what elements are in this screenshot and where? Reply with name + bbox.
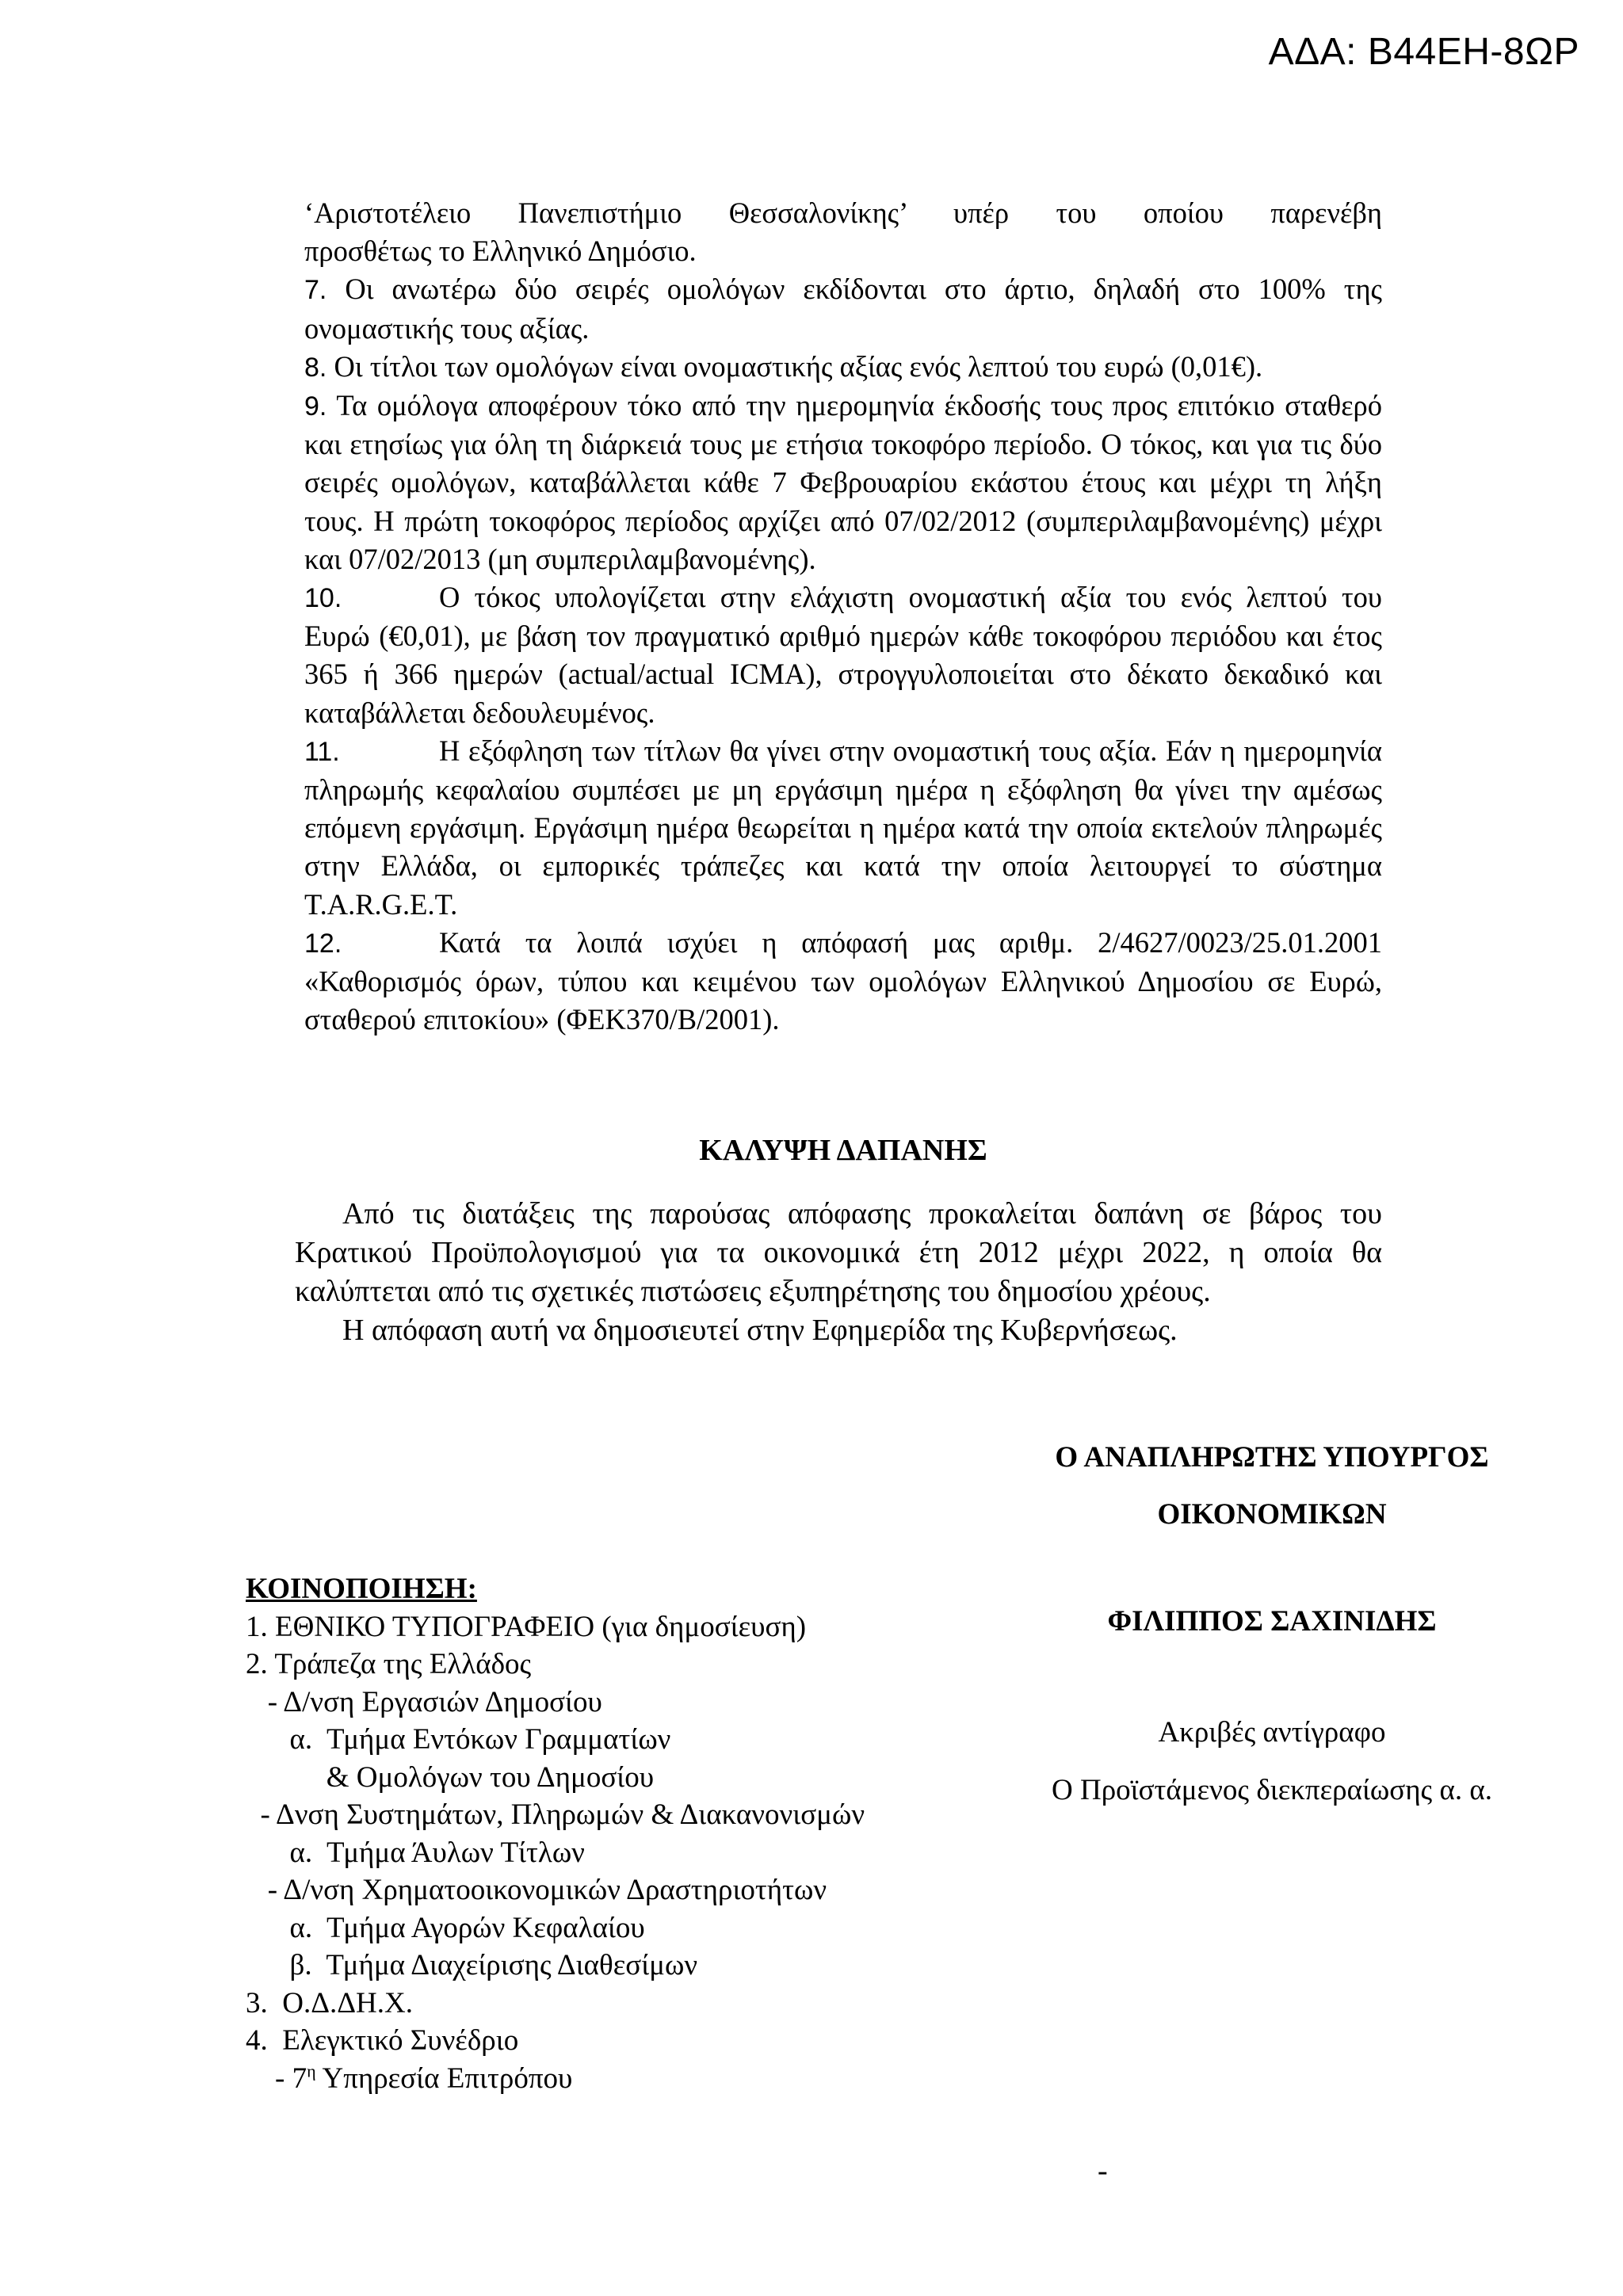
distribution-item: - Δνση Συστημάτων, Πληρωμών & Διακανονισμών xyxy=(246,1798,865,1831)
paragraph-intro-line2: προσθέτως το Ελληνικό Δημόσιο. xyxy=(304,235,697,268)
distribution-item: α. Τμήμα Αγορών Κεφαλαίου xyxy=(246,1911,645,1944)
paragraph-intro-end xyxy=(304,232,1382,270)
paragraph-7 xyxy=(304,270,1382,347)
paragraph-12-text: Κατά τα λοιπά ισχύει η απόφασή μας αριθμ. 2/4627/0023/25.01.2001 «Καθορισμός όρων, τύπου και κειμένου των ομολόγων Ελληνικού Δημοσίου σε Ευρώ, σταθερού επιτοκίου» (ΦΕΚ370/Β/2001). xyxy=(304,925,1382,1036)
distribution-item: α. Τμήμα Άυλων Τίτλων xyxy=(246,1836,585,1869)
paragraph-11 xyxy=(304,732,1382,924)
distribution-item: β. Τμήμα Διαχείρισης Διαθεσίμων xyxy=(246,1949,698,1981)
ordinal-superscript: η xyxy=(307,2061,316,2081)
distribution-item-suffix: Υπηρεσία Επιτρόπου xyxy=(315,2061,573,2095)
cost-coverage-heading: ΚΑΛΥΨΗ ΔΑΠΑΝΗΣ xyxy=(699,1134,987,1167)
publication-paragraph: Η απόφαση αυτή να δημοσιευτεί στην Εφημερίδα της Κυβερνήσεως. xyxy=(342,1314,1178,1347)
paragraph-12-number: 12. xyxy=(304,928,342,959)
paragraph-8-text: Οι τίτλοι των ομολόγων είναι ονομαστικής αξίας ενός λεπτού του ευρώ (0,01€). xyxy=(334,349,1263,383)
paragraph-9 xyxy=(304,387,1382,578)
paragraph-9-text: Τα ομόλογα αποφέρουν τόκο από την ημερομηνία έκδοσής τους προς επιτόκιο σταθερό και ετησίως για όλη τη διάρκειά τους με ετήσια τοκοφόρο περίοδο. Ο τόκος, και για τις δύο σειρές ομολόγων, καταβάλλεται κάθε 7 Φεβρουαρίου εκάστου έτους και μέχρι τη λήξη τους. Η πρώτη τοκοφόρος περίοδος αρχίζει από 07/02/2012 (συμπεριλαμβανομένης) μέχρι και 07/02/2013 (μη συμπεριλαμβανομένης). xyxy=(304,389,1382,575)
paragraph-10 xyxy=(304,578,1382,732)
distribution-title: ΚΟΙΝΟΠΟΙΗΣΗ: xyxy=(246,1573,477,1605)
distribution-item xyxy=(246,2060,865,2098)
paragraph-8-number: 8. xyxy=(304,352,327,383)
document-body xyxy=(304,194,1382,1039)
paragraph-10-number: 10. xyxy=(304,583,342,614)
signatory-name: ΦΙΛΙΠΠΟΣ ΣΑΧΙΝΙΔΗΣ xyxy=(1107,1605,1437,1638)
distribution-item: & Ομολόγων του Δημοσίου xyxy=(246,1760,655,1794)
distribution-item: 2. Τράπεζα της Ελλάδος xyxy=(246,1648,532,1680)
distribution-item: 4. Ελεγκτικό Συνέδριο xyxy=(246,2024,519,2057)
signatory-title-line2: ΟΙΚΟΝΟΜΙΚΩΝ xyxy=(1157,1498,1387,1531)
paragraph-intro xyxy=(304,194,1382,232)
distribution-list xyxy=(246,1570,865,2097)
paragraph-7-number: 7. xyxy=(304,275,327,306)
distribution-item: α. Τμήμα Εντόκων Γραμματίων xyxy=(246,1723,671,1756)
paragraph-11-number: 11. xyxy=(304,736,340,767)
cost-paragraph: Από τις διατάξεις της παρούσας απόφασης προκαλείται δαπάνη σε βάρος του Κρατικού Προϋπολογισμού για τα οικονομικά έτη 2012 μέχρι 2022, η οποία θα καλύπτεται από τις σχετικές πιστώσεις εξυπηρέτησης του δημοσίου χρέους. xyxy=(295,1197,1382,1308)
ada-code: ΑΔΑ: Β44ΕΗ-8ΩΡ xyxy=(1268,31,1579,73)
distribution-item: - Δ/νση Εργασιών Δημοσίου xyxy=(246,1685,602,1718)
paragraph-12 xyxy=(304,924,1382,1039)
paragraph-9-number: 9. xyxy=(304,391,327,422)
distribution-item: - Δ/νση Χρηματοοικονομικών Δραστηριοτήτων xyxy=(246,1874,827,1906)
paragraph-intro-line1: ‘Αριστοτέλειο Πανεπιστήμιο Θεσσαλονίκης’ υπέρ του οποίου παρενέβη xyxy=(304,196,1382,229)
paragraph-8 xyxy=(304,348,1382,387)
footer-dash: - xyxy=(1098,2154,1108,2187)
distribution-item: 3. Ο.Δ.ΔΗ.Χ. xyxy=(246,1986,413,2019)
clerk-signature: Ο Προϊστάμενος διεκπεραίωσης α. α. xyxy=(1052,1774,1492,1806)
cost-coverage-section xyxy=(295,1195,1382,1350)
paragraph-7-text: Οι ανωτέρω δύο σειρές ομολόγων εκδίδονται στο άρτιο, δηλαδή στο 100% της ονομαστικής τους αξίας. xyxy=(304,273,1382,345)
paragraph-10-text: Ο τόκος υπολογίζεται στην ελάχιστη ονομαστική αξία του ενός λεπτού του Ευρώ (€0,01), με βάση τον πραγματικό αριθμό ημερών κάθε τοκοφόρου περιόδου και έτος 365 ή 366 ημερών (actual/actual ICMA), στρογγυλοποιείται στο δέκατο δεκαδικό και καταβάλλεται δεδουλευμένος. xyxy=(304,581,1382,729)
distribution-item: 1. ΕΘΝΙΚΟ ΤΥΠΟΓΡΑΦΕΙΟ (για δημοσίευση) xyxy=(246,1610,807,1643)
signatory-title-line1: Ο ΑΝΑΠΛΗΡΩΤΗΣ ΥΠΟΥΡΓΟΣ xyxy=(1055,1441,1489,1474)
true-copy-note: Ακριβές αντίγραφο xyxy=(1158,1716,1386,1749)
distribution-item-prefix: - 7 xyxy=(246,2061,307,2095)
paragraph-11-text: Η εξόφληση των τίτλων θα γίνει στην ονομαστική τους αξία. Εάν η ημερομηνία πληρωμής κεφαλαίου συμπέσει με μη εργάσιμη ημέρα η εξόφληση θα γίνει την αμέσως επόμενη εργάσιμη. Εργάσιμη ημέρα θεωρείται η ημέρα κατά την οποία εκτελούν πληρωμές στην Ελλάδα, οι εμπορικές τράπεζες και κατά την οποία λειτουργεί το σύστημα T.A.R.G.E.T. xyxy=(304,734,1382,921)
